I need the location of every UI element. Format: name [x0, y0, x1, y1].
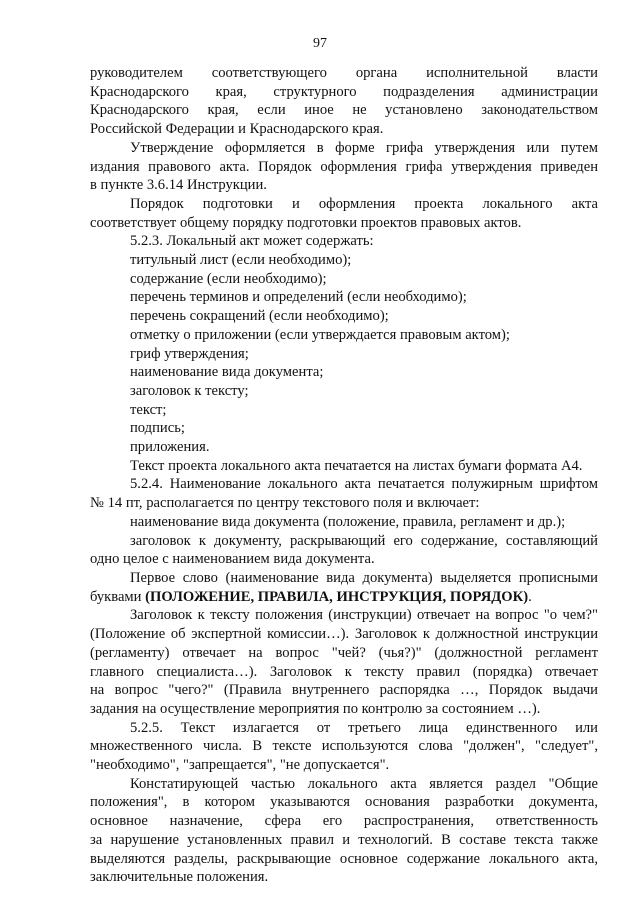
- list-item: наименование вида документа;: [130, 364, 324, 381]
- text-line: руководителем соответствующего органа исполнительной власти: [90, 65, 598, 81]
- list-item: подпись;: [130, 420, 185, 437]
- text-line: № 14 пт, располагается по центру текстового поля и включает:: [90, 495, 480, 512]
- list-item: содержание (если необходимо);: [130, 270, 327, 287]
- section-heading-5-2-3: 5.2.3. Локальный акт может содержать:: [130, 233, 374, 250]
- text-line: издания правового акта. Порядок оформления грифа утверждения приведен: [90, 158, 598, 175]
- text-line: Текст проекта локального акта печатается на листах бумаги формата А4.: [130, 457, 583, 474]
- text-line: основное назначение, сфера его распространения, ответственность: [90, 813, 598, 830]
- text-line: за нарушение установленных правил и технологий. В составе текста также: [90, 831, 598, 848]
- text-line: Российской Федерации и Краснодарского края.: [90, 121, 384, 138]
- text-line: (регламенту) отвечает на вопрос "чей? (чья?)" (должностной регламент: [90, 644, 598, 661]
- page-number: 97: [313, 36, 327, 51]
- section-heading-5-2-4: 5.2.4. Наименование локального акта печатается полужирным шрифтом: [130, 476, 598, 493]
- list-item: заголовок к документу, раскрывающий его содержание, составляющий: [130, 532, 598, 549]
- text-line: Порядок подготовки и оформления проекта локального акта: [130, 195, 598, 212]
- list-item: наименование вида документа (положение, правила, регламент и др.);: [130, 513, 566, 530]
- text-line: Краснодарского края, если иное не установлено законодательством: [90, 102, 598, 119]
- list-item: перечень терминов и определений (если необходимо);: [130, 289, 467, 306]
- bold-document-types: (ПОЛОЖЕНИЕ, ПРАВИЛА, ИНСТРУКЦИЯ, ПОРЯДОК): [145, 588, 529, 605]
- text-fragment: .: [528, 588, 532, 605]
- text-line: Заголовок к тексту положения (инструкции) отвечает на вопрос "о чем?": [130, 607, 598, 624]
- text-line: задания на осуществление мероприятия по контролю за состоянием …).: [90, 700, 541, 717]
- text-line: [90, 588, 598, 607]
- list-item: приложения.: [130, 439, 210, 456]
- text-line: Констатирующей частью локального акта является раздел "Общие: [130, 775, 598, 792]
- text-line: выделяются разделы, раскрывающие основное содержание локального акта,: [90, 850, 598, 867]
- text-line: множественного числа. В тексте используются слова "должен", "следует",: [90, 738, 598, 755]
- list-item: перечень сокращений (если необходимо);: [130, 308, 389, 325]
- text-fragment: буквами: [90, 588, 146, 605]
- text-line: главного специалиста…). Заголовок к тексту правил (порядка) отвечает: [90, 663, 598, 680]
- list-item: титульный лист (если необходимо);: [130, 252, 352, 269]
- text-line: одно целое с наименованием вида документа.: [90, 551, 375, 568]
- text-line: в пункте 3.6.14 Инструкции.: [90, 177, 267, 194]
- list-item: текст;: [130, 401, 167, 418]
- text-line: Утверждение оформляется в форме грифа утверждения или путем: [130, 139, 598, 156]
- text-line: соответствует общему порядку подготовки проектов правовых актов.: [90, 214, 522, 231]
- text-line: (Положение об экспертной комиссии…). Заголовок к должностной инструкции: [90, 626, 598, 643]
- text-line: на вопрос "чего?" (Правила внутреннего распорядка …, Порядок выдачи: [90, 682, 598, 699]
- list-item: гриф утверждения;: [130, 345, 249, 362]
- document-body: [90, 64, 598, 887]
- section-heading-5-2-5: 5.2.5. Текст излагается от третьего лица единственного или: [130, 719, 598, 736]
- text-line: Краснодарского края, структурного подразделения администрации: [90, 83, 598, 100]
- list-item: заголовок к тексту;: [130, 382, 249, 399]
- list-item: отметку о приложении (если утверждается правовым актом);: [130, 326, 510, 343]
- text-line: заключительные положения.: [90, 869, 269, 886]
- text-line: "необходимо", "запрещается", "не допускается".: [90, 757, 390, 774]
- text-line: Первое слово (наименование вида документа) выделяется прописными: [130, 569, 598, 586]
- text-line: положения", в котором указываются основания разработки документа,: [90, 794, 598, 811]
